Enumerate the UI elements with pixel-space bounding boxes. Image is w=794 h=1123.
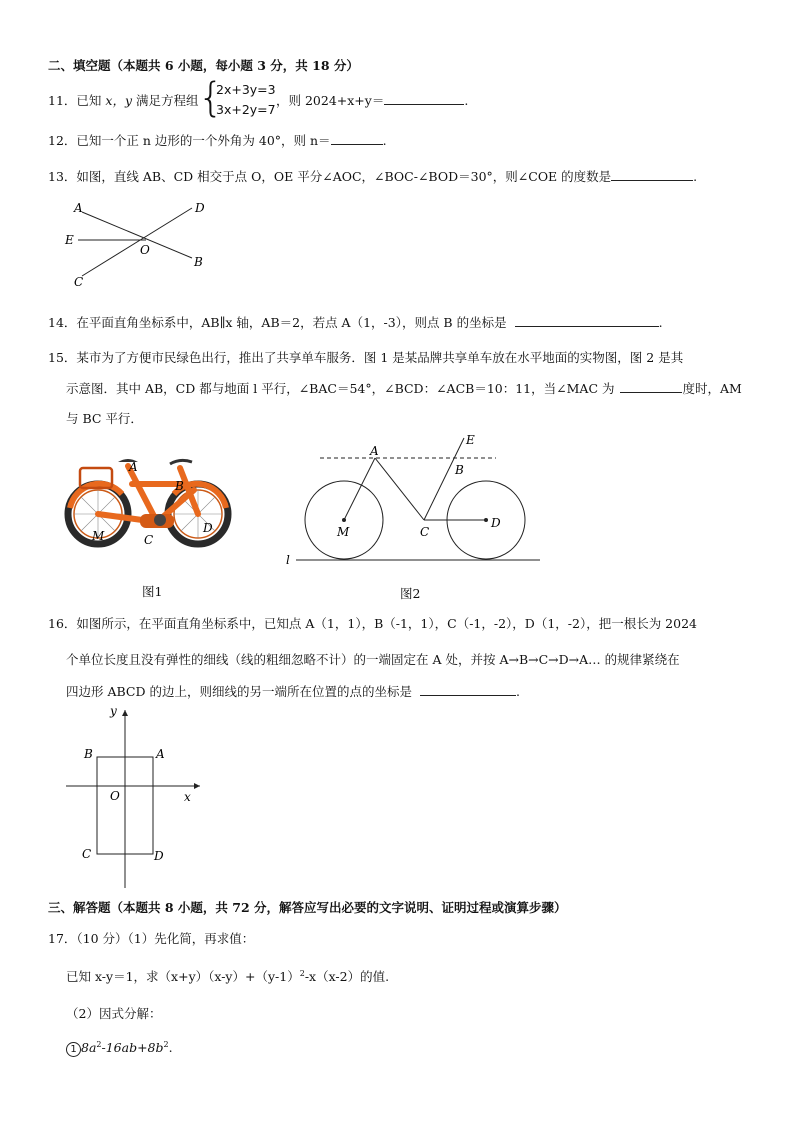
label-b: B [84,747,93,761]
q17-part-2 [66,1004,161,1022]
question-number: 12． [48,133,77,148]
fig1-label-d: D [203,521,213,535]
expr-end: . [168,1040,173,1056]
fig2-label-l: l [286,553,290,567]
q16-end: . [515,684,520,699]
label-c: C [74,275,84,289]
q13-text: 如图，直线 AB、CD 相交于点 O，OE 平分∠AOC，∠BOC-∠BOD＝30°，则∠COE 的度数是 [76,169,612,184]
question-12 [48,131,387,149]
fig2-label-c: C [420,525,430,539]
question-number: 14． [48,315,77,330]
label-o: O [140,243,150,257]
question-13 [48,167,697,185]
fig1-label-c: C [144,533,154,547]
label-o: O [110,789,120,803]
q17-factor-expression [66,1040,173,1057]
q17-cond: 已知 x-y＝1，求（x+y）（x-y）+（y-1） [66,969,300,984]
question-16-line-2 [66,650,680,668]
q13-figure [60,198,220,290]
question-number: 16． [48,616,77,631]
fig1-caption: 图1 [142,584,163,599]
fig2-label-b: B [455,463,464,477]
point-d [484,518,488,522]
q15-line-2: 示意图．其中 AB，CD 都与地面 l 平行，∠BAC＝54°，∠BCD：∠ACB＝10：11，当∠MAC 为 [66,381,615,396]
q15-line-3: 与 BC 平行． [66,411,143,426]
question-number: 15． [48,350,77,365]
q11-mid: 满足方程组 [132,93,199,108]
answer-blank[interactable] [384,92,464,105]
question-15-line-2 [66,379,742,397]
label-c: C [82,847,92,861]
fig2-label-m: M [337,525,350,539]
fig2-caption: 图2 [400,586,421,601]
bicycle-photo [62,450,238,558]
exponent-b: 2 [163,1040,169,1049]
label-e: E [65,233,74,247]
brace-icon: { [198,75,224,121]
q12-text: 已知一个正 n 边形的一个外角为 40°，则 n＝ [76,133,331,148]
fig1-label-m: M [92,529,105,543]
line-ab [82,212,192,258]
fig2-label-a: A [370,444,379,458]
question-number: 13． [48,169,77,184]
fig2-label-d: D [491,516,501,530]
q17-cond-tail: -x（x-2）的值. [304,969,390,984]
question-number: 17． [48,931,77,946]
question-14 [48,313,663,331]
question-16-line-1 [48,614,697,632]
q12-end: . [382,133,387,148]
label-b: B [194,255,203,269]
label-x: x [184,790,191,804]
label-y: y [110,704,117,718]
equation-2: 3x+2y=7 [216,102,276,117]
q15-line-2b: 度时，AM [682,381,742,396]
q17-head: （10 分）（1）先化简，再求值： [76,931,255,946]
q16-line-1: 如图所示，在平面直角坐标系中，已知点 A（1，1），B（-1，1），C（-1，-2），D（1，-2），把一根长为 2024 [76,616,697,631]
label-d: D [154,849,164,863]
bicycle-schematic [282,428,542,568]
answer-blank[interactable] [620,380,682,393]
fig1-label-b: B [175,479,184,493]
q16-line-3: 四边形 ABCD 的边上，则细线的另一端所在位置的点的坐标是 [66,684,412,699]
answer-blank[interactable] [611,168,693,181]
expr-b: -16ab+8b [101,1040,164,1056]
q15-line-1: 某市为了方便市民绿色出行，推出了共享单车服务．图 1 是某品牌共享单车放在水平地面的实物图，图 2 是其 [76,350,684,365]
circled-number-1: 1 [66,1042,81,1057]
equation-system [198,75,278,121]
point-m [342,518,346,522]
question-number: 11． [48,93,77,108]
answer-blank[interactable] [420,683,516,696]
q14-text: 在平面直角坐标系中，AB∥x 轴，AB＝2，若点 A（1，-3），则点 B 的坐标是 [76,315,507,330]
q16-line-2: 个单位长度且没有弹性的细线（线的粗细忽略不计）的一端固定在 A 处，并按 A→B→C→D→A… 的规律紧绕在 [66,652,680,667]
section-heading-solutions: 三、解答题（本题共 8 小题，共 72 分，解答应写出必要的文字说明、证明过程或演算步骤） [48,900,567,915]
q11-pre: 已知 [76,93,106,108]
question-15-line-1 [48,348,683,366]
q11-vars: x，y [105,93,133,108]
pedal-crank [154,514,166,526]
fig2-label-e: E [466,433,475,447]
equation-1: 2x+3y=3 [216,82,276,97]
exponent: 2 [299,968,305,978]
q17-condition [66,967,389,985]
q11-post: ，则 2024+x+y＝ [276,93,385,108]
line-cd [82,208,192,276]
q11-tail [276,91,468,109]
exponent-a: 2 [96,1040,102,1049]
answer-blank[interactable] [515,314,659,327]
question-15-line-3 [66,409,143,427]
section-heading-fill-in: 二、填空题（本题共 6 小题，每小题 3 分，共 18 分） [48,58,359,73]
label-a: A [74,201,83,215]
segment-am [344,458,375,520]
fig1-label-a: A [129,460,138,474]
question-16-line-3 [66,682,520,700]
question-11 [48,91,199,109]
q17-part2: （2）因式分解： [66,1006,162,1021]
q11-end: . [464,93,469,108]
segment-ce [424,438,464,520]
answer-blank[interactable] [331,132,383,145]
handlebar [170,460,192,464]
q13-end: . [693,169,698,184]
question-17 [48,929,254,947]
expr-a: 8a [81,1040,97,1056]
label-d: D [195,201,205,215]
q16-coordinate-figure [60,700,210,892]
q14-end: . [658,315,663,330]
label-a: A [156,747,165,761]
